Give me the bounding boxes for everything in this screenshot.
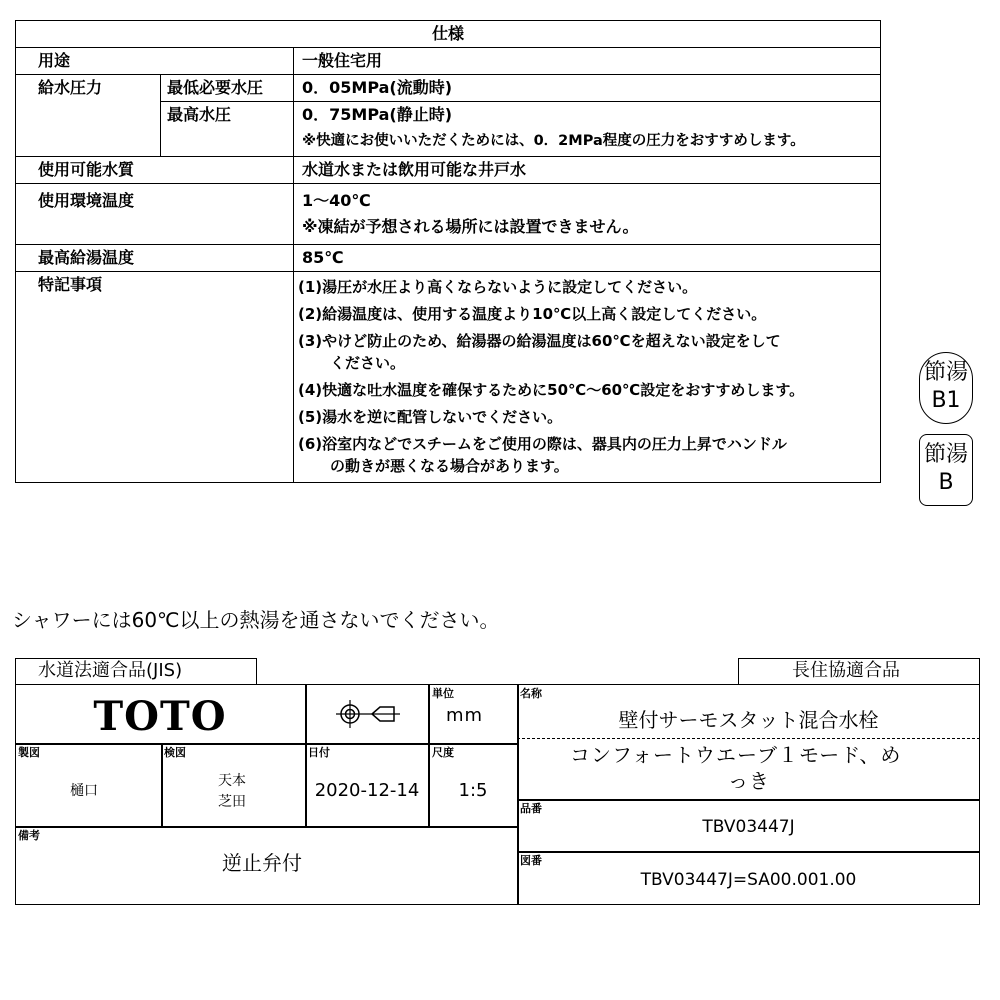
scale-label: 尺度 xyxy=(432,746,454,759)
chojukyo-label: 長住協適合品 xyxy=(792,660,900,681)
scale-value: 1:5 xyxy=(458,780,488,801)
special-note-3: (3)やけど防止のため、給湯器の給湯温度は60℃を超えない設定をして ください。 xyxy=(298,332,781,372)
product-name-line3: っき xyxy=(728,769,770,793)
special-notes-cell xyxy=(294,272,881,483)
jis-label: 水道法適合品(JIS) xyxy=(38,660,183,681)
env-temp-label: 使用環境温度 xyxy=(16,184,294,245)
date-value: 2020-12-14 xyxy=(314,780,420,801)
max-pressure-cell xyxy=(294,102,881,157)
special-note-1: (1)湯圧が水圧より高くならないように設定してください。 xyxy=(298,278,698,296)
unit-value: mm xyxy=(446,705,484,726)
max-pressure-label: 最高水圧 xyxy=(161,102,294,157)
max-hot-temp-label: 最高給湯温度 xyxy=(16,245,294,272)
badge-round-bottom: B1 xyxy=(931,388,961,413)
product-name-line2: コンフォートウエーブ１モード、め xyxy=(570,743,902,767)
hot-water-warning: シャワーには60℃以上の熱湯を通さないでください。 xyxy=(12,608,500,632)
max-pressure-note: ※快適にお使いいただくためには、0．2MPa程度の圧力をおすすめします。 xyxy=(302,133,805,149)
max-pressure-value: 0．75MPa(静止時) xyxy=(302,105,453,124)
spec-title: 仕様 xyxy=(16,21,881,48)
drawn-value: 樋口 xyxy=(70,783,98,799)
third-angle-projection-icon xyxy=(336,700,402,728)
pressure-label: 給水圧力 xyxy=(16,75,161,157)
unit-label: 単位 xyxy=(432,687,454,700)
water-saving-b-badge xyxy=(919,434,973,506)
part-number-label: 品番 xyxy=(520,802,542,815)
remarks-label: 備考 xyxy=(18,829,40,842)
water-quality-label: 使用可能水質 xyxy=(16,157,294,184)
drawing-number-value: TBV03447J=SA00.001.00 xyxy=(640,870,857,890)
env-temp-value: 1～40℃ xyxy=(302,191,371,210)
badge-box-bottom: B xyxy=(938,470,954,495)
env-temp-note: ※凍結が予想される場所には設置できません。 xyxy=(302,217,639,236)
drawing-number-label: 図番 xyxy=(520,854,542,867)
product-name-line1: 壁付サーモスタット混合水栓 xyxy=(618,708,879,732)
toto-logo: TOTO xyxy=(93,693,227,740)
special-notes-label: 特記事項 xyxy=(16,272,294,483)
checked-label: 検図 xyxy=(164,746,186,759)
special-note-5: (5)湯水を逆に配管しないでください。 xyxy=(298,408,563,426)
env-temp-cell xyxy=(294,184,881,245)
part-number-value: TBV03447J xyxy=(702,817,795,837)
use-value: 一般住宅用 xyxy=(294,48,881,75)
badge-round-top: 節湯 xyxy=(923,360,968,385)
water-quality-value: 水道水または飲用可能な井戸水 xyxy=(294,157,881,184)
checked-value-2: 芝田 xyxy=(218,794,246,810)
max-hot-temp-value: 85℃ xyxy=(294,245,881,272)
checked-value-1: 天本 xyxy=(218,773,246,789)
min-pressure-value: 0．05MPa(流動時) xyxy=(294,75,881,102)
badge-box-top: 節湯 xyxy=(923,442,968,467)
date-label: 日付 xyxy=(308,746,330,759)
name-label: 名称 xyxy=(520,687,542,700)
min-pressure-label: 最低必要水圧 xyxy=(161,75,294,102)
use-label: 用途 xyxy=(16,48,294,75)
special-note-4: (4)快適な吐水温度を確保するために50℃～60℃設定をおすすめします。 xyxy=(298,381,805,399)
special-note-2: (2)給湯温度は、使用する温度より10℃以上高く設定してください。 xyxy=(298,305,767,323)
special-note-6: (6)浴室内などでスチームをご使用の際は、器具内の圧力上昇でハンドル の動きが悪くなる場合があります。 xyxy=(298,435,787,475)
spec-table xyxy=(15,20,881,483)
water-saving-b1-badge xyxy=(919,352,973,424)
remarks-value: 逆止弁付 xyxy=(222,851,302,875)
drawn-label: 製図 xyxy=(18,746,40,759)
